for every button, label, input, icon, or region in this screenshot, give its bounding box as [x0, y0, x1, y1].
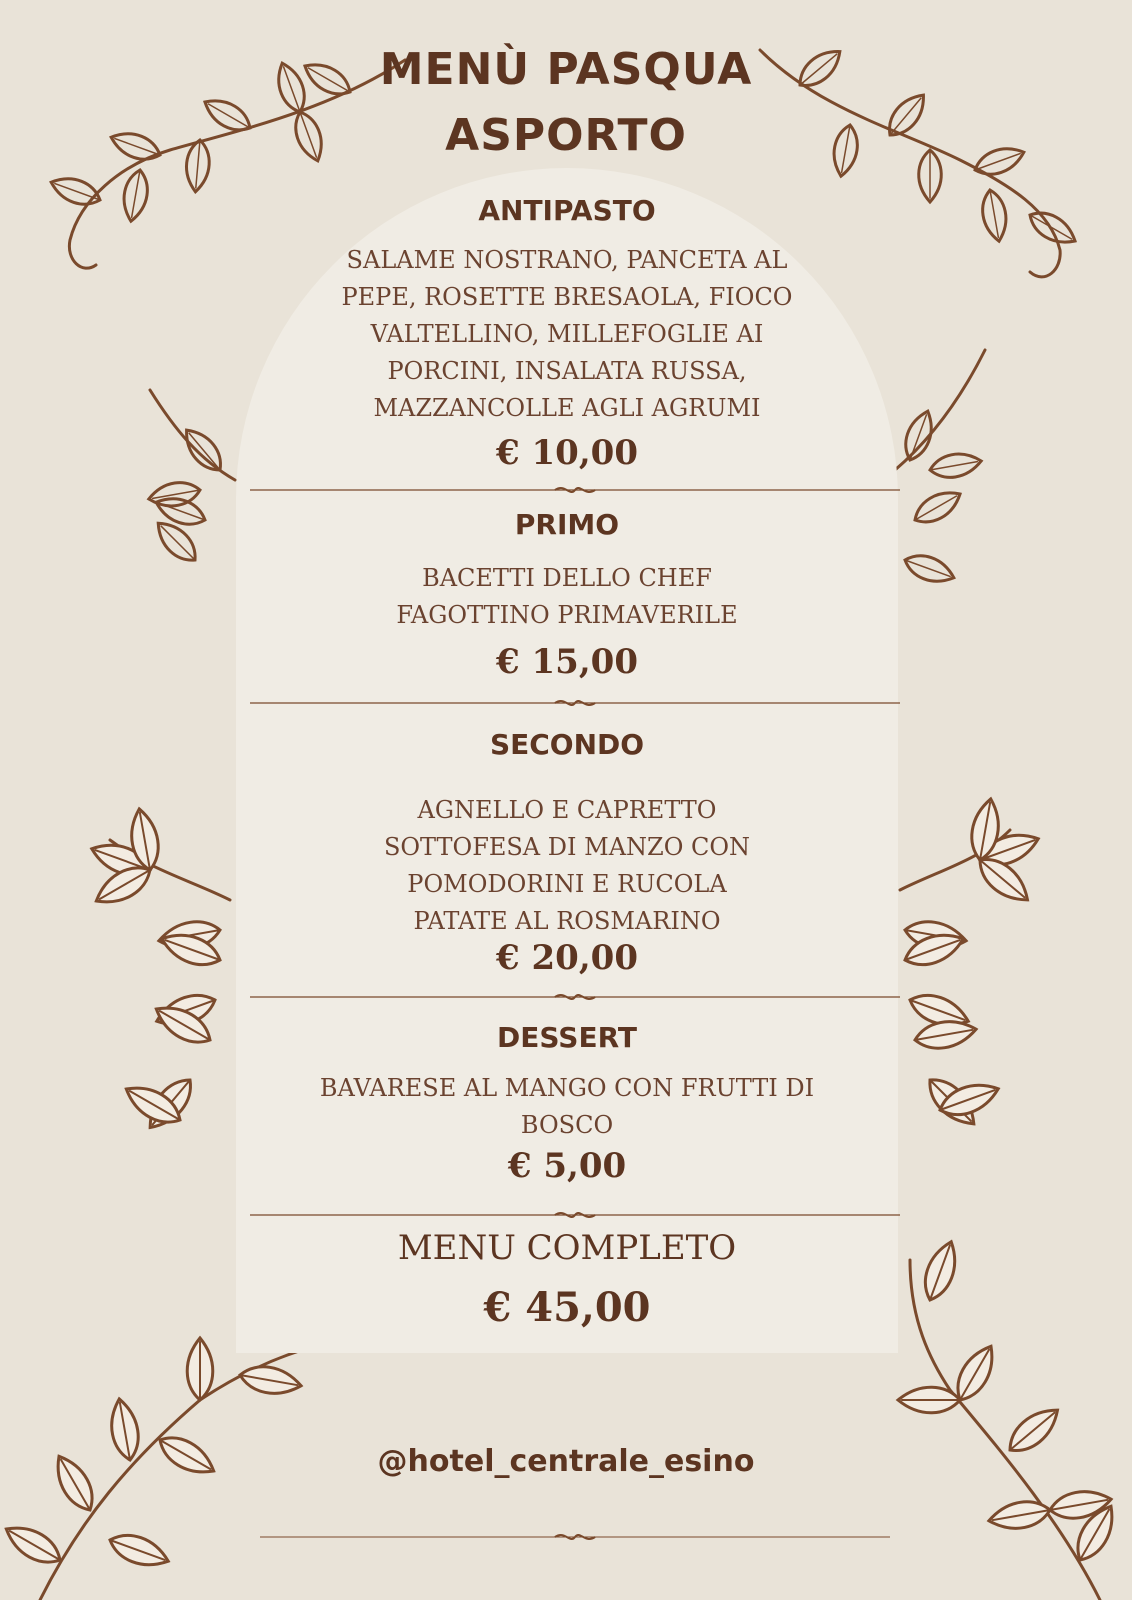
antipasto-heading: ANTIPASTO [478, 194, 656, 227]
primo-items [236, 560, 898, 634]
dessert-items [236, 1070, 898, 1144]
dessert-line: BAVARESE AL MANGO CON FRUTTI DI [319, 1074, 815, 1102]
antipasto-line: PORCINI, INSALATA RUSSA, [387, 357, 747, 385]
secondo-line: PATATE AL ROSMARINO [413, 907, 721, 935]
primo-line: BACETTI DELLO CHEF [422, 564, 712, 592]
dessert-line: BOSCO [520, 1111, 614, 1139]
primo-price: € 15,00 [496, 642, 638, 682]
primo-heading: PRIMO [514, 508, 620, 541]
menu-complete-label: MENU COMPLETO [397, 1228, 737, 1268]
antipasto-price: € 10,00 [496, 433, 638, 473]
antipasto-line: MAZZANCOLLE AGLI AGRUMI [373, 394, 761, 422]
menu-complete-price: € 45,00 [483, 1284, 651, 1331]
ornamental-divider [250, 990, 900, 1004]
ornamental-divider [250, 696, 900, 710]
antipasto-line: SALAME NOSTRANO, PANCETA AL [346, 246, 788, 274]
ornamental-divider [260, 1530, 890, 1544]
ornamental-divider [250, 1208, 900, 1222]
antipasto-line: PEPE, ROSETTE BRESAOLA, FIOCO [341, 283, 793, 311]
menu-title-line1: MENÙ PASQUA [379, 44, 753, 95]
antipasto-line: VALTELLINO, MILLEFOGLIE AI [370, 320, 764, 348]
secondo-heading: SECONDO [489, 728, 645, 761]
ornamental-divider [250, 483, 900, 497]
secondo-line: POMODORINI E RUCOLA [407, 870, 727, 898]
secondo-price: € 20,00 [496, 938, 638, 978]
secondo-line: SOTTOFESA DI MANZO CON [383, 833, 751, 861]
dessert-price: € 5,00 [507, 1146, 627, 1186]
antipasto-items [236, 242, 898, 427]
dessert-heading: DESSERT [497, 1021, 637, 1054]
social-handle: @hotel_centrale_esino [377, 1444, 755, 1479]
primo-line: FAGOTTINO PRIMAVERILE [396, 601, 738, 629]
menu-title-line2: ASPORTO [445, 110, 687, 161]
secondo-line: AGNELLO E CAPRETTO [417, 796, 717, 824]
secondo-items [236, 792, 898, 940]
